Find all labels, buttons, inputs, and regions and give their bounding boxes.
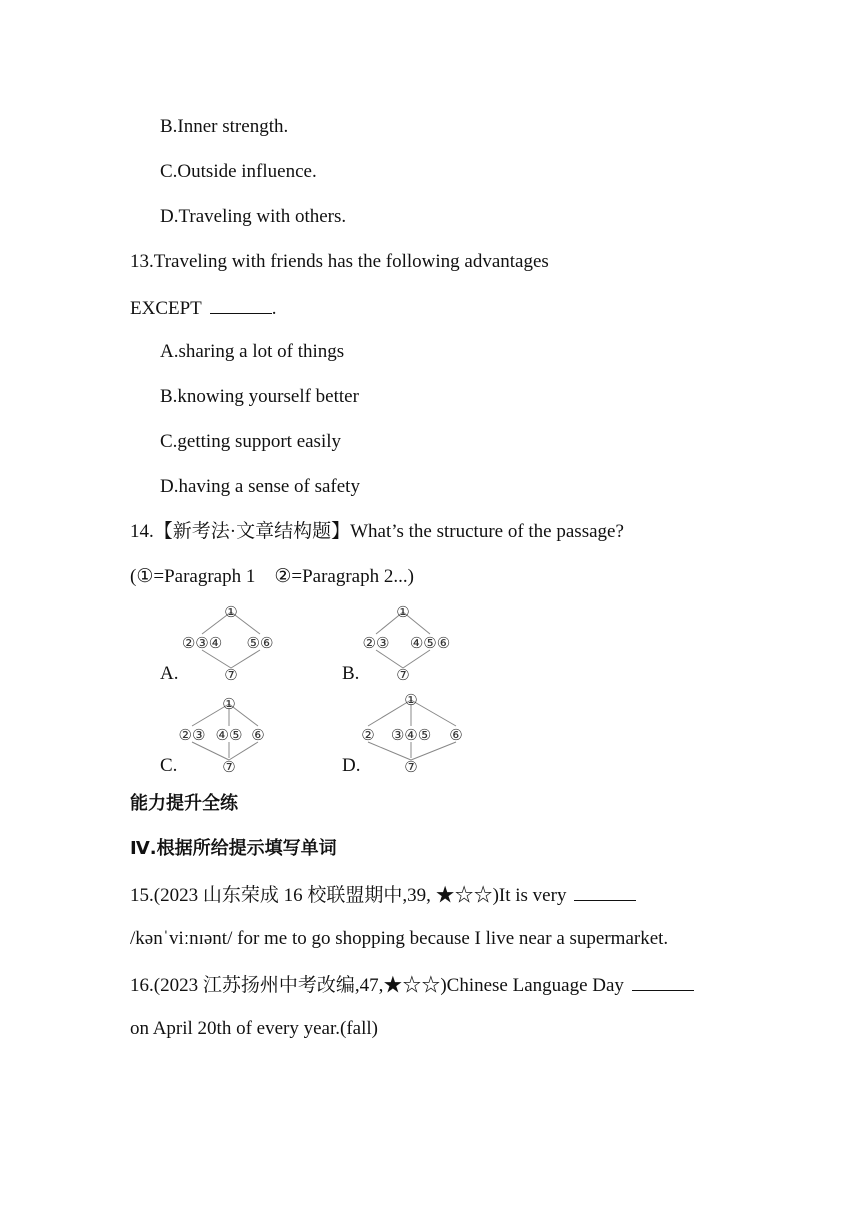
q14-option-d-label: D.: [342, 755, 361, 776]
q16-line2: on April 20th of every year.(fall): [130, 1018, 378, 1039]
diagram-a-bottom: ⑦: [224, 666, 238, 684]
structure-diagram-c: [174, 692, 284, 783]
diagram-d-right: ⑥: [449, 726, 463, 744]
part4-title: Ⅳ.根据所给提示填写单词: [130, 838, 337, 859]
diagram-d-middle: ③④⑤: [390, 726, 432, 744]
q16-stem: 16.(2023 江苏扬州中考改编,47,★☆☆)Chinese Language Day: [130, 975, 624, 996]
diagram-d-left: ②: [361, 726, 375, 744]
diagram-c-middle: ④⑤: [215, 726, 243, 744]
q14-option-b-label: B.: [342, 663, 360, 684]
structure-diagram-a: [176, 600, 286, 691]
q12-option-b: B.Inner strength.: [160, 116, 289, 137]
q13-option-a: A.sharing a lot of things: [160, 341, 345, 362]
q13-option-c: C.getting support easily: [160, 431, 342, 452]
diagram-b-right: ④⑤⑥: [409, 634, 451, 652]
diagram-b-left: ②③: [362, 634, 390, 652]
q14-legend: (①=Paragraph 1 ②=Paragraph 2...): [130, 566, 414, 587]
section-title: 能力提升全练: [130, 793, 238, 814]
diagram-a-right: ⑤⑥: [246, 634, 274, 652]
diagram-d-top: ①: [404, 691, 418, 709]
diagram-c-left: ②③: [178, 726, 206, 744]
diagram-d-bottom: ⑦: [404, 758, 418, 776]
diagram-b-bottom: ⑦: [396, 666, 410, 684]
q14-option-c-label: C.: [160, 755, 178, 776]
structure-diagram-d: [356, 688, 468, 783]
diagram-c-bottom: ⑦: [222, 758, 236, 776]
q15-line2: /kənˈviːnɪənt/ for me to go shopping because I live near a supermarket.: [130, 928, 669, 949]
q12-option-d: D.Traveling with others.: [160, 206, 347, 227]
q14-stem: 14.【新考法·文章结构题】What’s the structure of the passage?: [130, 521, 624, 542]
q13-option-b: B.knowing yourself better: [160, 386, 359, 407]
q13-answer-blank[interactable]: [210, 295, 272, 314]
diagram-a-top: ①: [224, 603, 238, 621]
diagram-c-right: ⑥: [251, 726, 265, 744]
q13-period: .: [271, 298, 277, 319]
q13-stem-line1: 13.Traveling with friends has the following advantages: [130, 251, 549, 272]
q14-option-a-label: A.: [160, 663, 179, 684]
diagram-c-top: ①: [222, 695, 236, 713]
q16-answer-blank[interactable]: [632, 972, 694, 991]
q15-stem: 15.(2023 山东荣成 16 校联盟期中,39, ★☆☆)It is very: [130, 885, 567, 906]
q12-option-c: C.Outside influence.: [160, 161, 317, 182]
q15-line1: [130, 882, 636, 908]
q13-except: EXCEPT: [130, 298, 202, 319]
q15-answer-blank[interactable]: [574, 882, 636, 901]
q16-line1: [130, 972, 694, 998]
q13-option-d: D.having a sense of safety: [160, 476, 360, 497]
diagram-b-top: ①: [396, 603, 410, 621]
q13-stem-line2: [130, 295, 277, 321]
diagram-a-left: ②③④: [181, 634, 223, 652]
structure-diagram-b: [348, 600, 458, 691]
